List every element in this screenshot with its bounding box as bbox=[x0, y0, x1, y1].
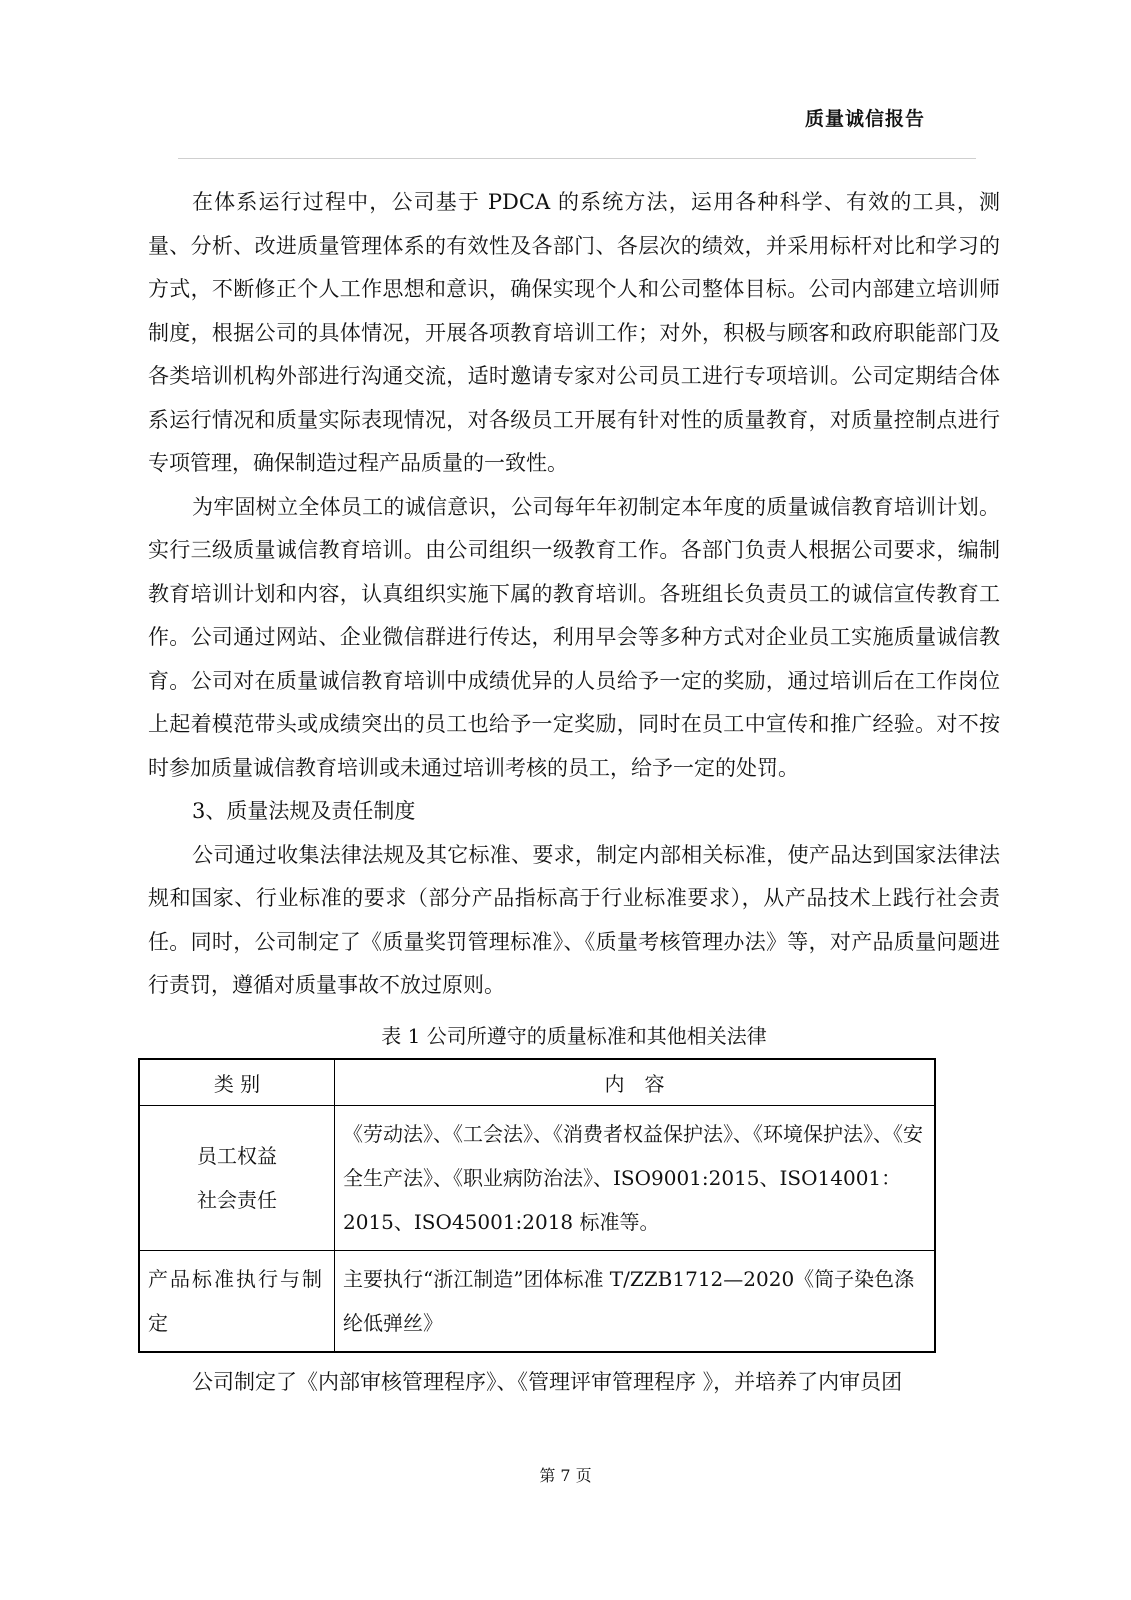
table-row bbox=[139, 1105, 935, 1250]
page-header-title: 质量诚信报告 bbox=[804, 108, 925, 130]
table-header-content: 内 容 bbox=[335, 1059, 936, 1106]
category-line: 社会责任 bbox=[197, 1187, 277, 1212]
document-body bbox=[148, 181, 1000, 1404]
paragraph-pdca: 在体系运行过程中，公司基于 PDCA 的系统方法，运用各种科学、有效的工具，测量、分析、改进质量管理体系的有效性及各部门、各层次的绩效，并采用标杆对比和学习的方式，不断修正个人工作思想和意识，确保实现个人和公司整体目标。公司内部建立培训师制度，根据公司的具体情况，开展各项教育培训工作；对外，积极与顾客和政府职能部门及各类培训机构外部进行沟通交流，适时邀请专家对公司员工进行专项培训。公司定期结合体系运行情况和质量实际表现情况，对各级员工开展有针对性的质量教育，对质量控制点进行专项管理，确保制造过程产品质量的一致性。 bbox=[148, 190, 1000, 475]
table-header-row bbox=[139, 1059, 935, 1106]
table-cell-category: 产品标准执行与制定 bbox=[139, 1250, 335, 1352]
category-line: 员工权益 bbox=[197, 1143, 277, 1168]
paragraph-regulations: 公司通过收集法律法规及其它标准、要求，制定内部相关标准，使产品达到国家法律法规和国家、行业标准的要求（部分产品指标高于行业标准要求），从产品技术上践行社会责任。同时，公司制定了《质量奖罚管理标准》、《质量考核管理办法》等，对产品质量问题进行责罚，遵循对质量事故不放过原则。 bbox=[148, 842, 1000, 997]
standards-table bbox=[138, 1058, 936, 1353]
paragraph-internal-audit: 公司制定了《内部审核管理程序》、《管理评审管理程序 》，并培养了内审员团 bbox=[192, 1369, 903, 1394]
table-cell-category bbox=[139, 1105, 335, 1250]
table-caption: 表 1 公司所遵守的质量标准和其他相关法律 bbox=[381, 1023, 767, 1048]
section-heading-regulations: 3、质量法规及责任制度 bbox=[192, 799, 416, 823]
header-divider bbox=[178, 158, 976, 159]
table-cell-content: 主要执行“浙江制造”团体标准 T/ZZB1712—2020《筒子染色涤纶低弹丝》 bbox=[335, 1250, 936, 1352]
table-row bbox=[139, 1250, 935, 1352]
page-number: 第 7 页 bbox=[539, 1466, 592, 1485]
table-header-category: 类 别 bbox=[139, 1059, 335, 1106]
paragraph-integrity-training: 为牢固树立全体员工的诚信意识，公司每年年初制定本年度的质量诚信教育培训计划。实行三级质量诚信教育培训。由公司组织一级教育工作。各部门负责人根据公司要求，编制教育培训计划和内容，认真组织实施下属的教育培训。各班组长负责员工的诚信宣传教育工作。公司通过网站、企业微信群进行传达，利用早会等多种方式对企业员工实施质量诚信教育。公司对在质量诚信教育培训中成绩优异的人员给予一定的奖励，通过培训后在工作岗位上起着模范带头或成绩突出的员工也给予一定奖励，同时在员工中宣传和推广经验。对不按时参加质量诚信教育培训或未通过培训考核的员工，给予一定的处罚。 bbox=[148, 494, 1000, 780]
table-cell-content: 《劳动法》、《工会法》、《消费者权益保护法》、《环境保护法》、《安全生产法》、《职业病防治法》、ISO9001:2015、ISO14001：2015、ISO45001:2018 标准等。 bbox=[335, 1105, 936, 1250]
